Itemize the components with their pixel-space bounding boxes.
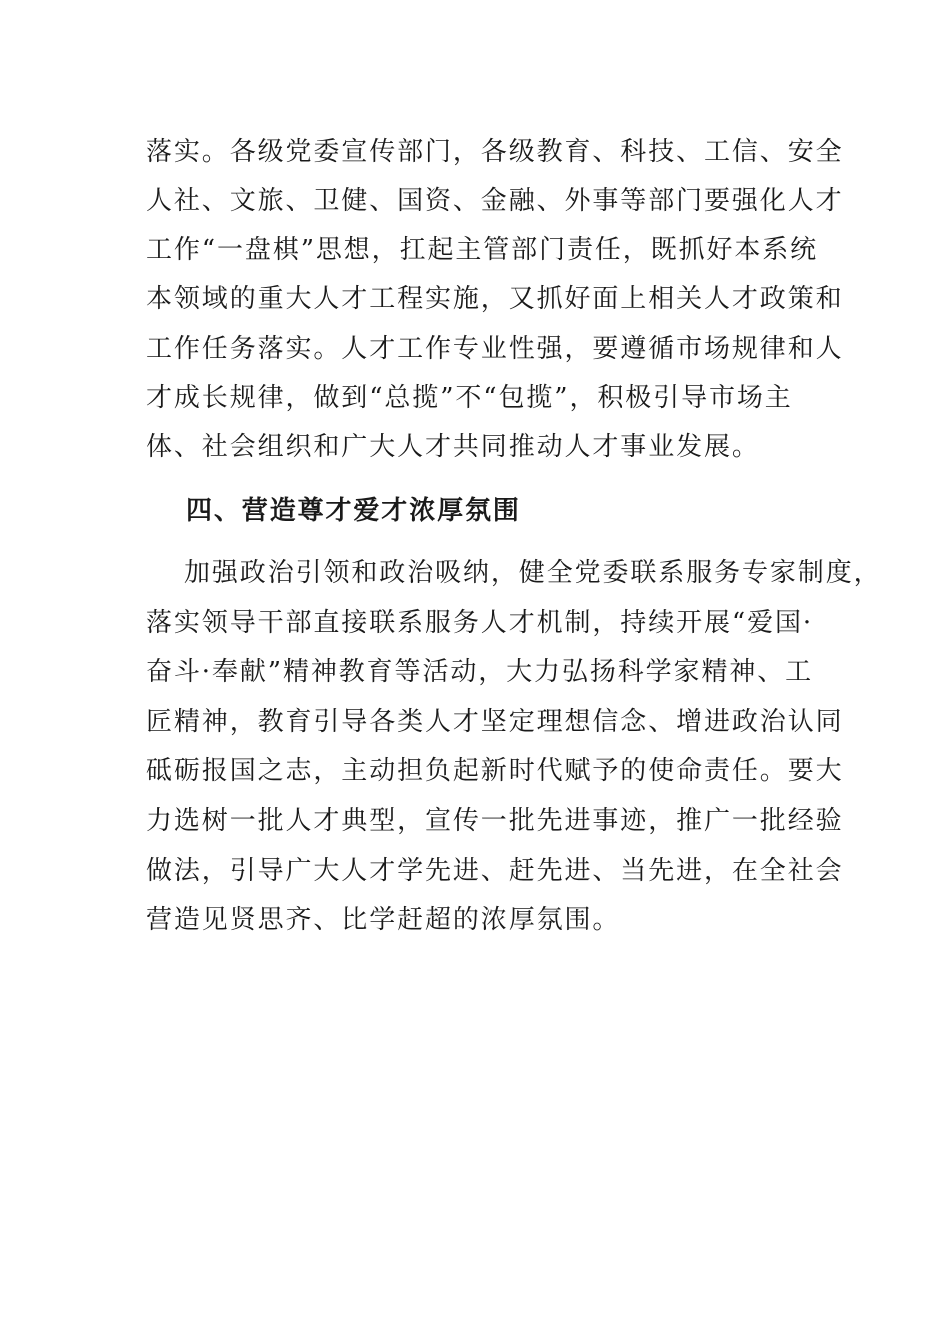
paragraph-1-line-1: 落实。各级党委宣传部门，各级教育、科技、工信、安全 — [146, 137, 844, 167]
paragraph-2-line-4: 匠精神，教育引导各类人才坚定理想信念、增进政治认同 — [146, 707, 844, 737]
paragraph-2-line-5: 砥砺报国之志，主动担负起新时代赋予的使命责任。要大 — [146, 756, 844, 786]
paragraph-1-line-5: 工作任务落实。人才工作专业性强，要遵循市场规律和人 — [146, 334, 844, 364]
paragraph-1-line-4: 本领域的重大人才工程实施，又抓好面上相关人才政策和 — [146, 284, 844, 314]
paragraph-2-line-8: 营造见贤思齐、比学赶超的浓厚氛围。 — [146, 905, 621, 935]
paragraph-1-line-2: 人社、文旅、卫健、国资、金融、外事等部门要强化人才 — [146, 186, 844, 216]
section-heading: 四、营造尊才爱才浓厚氛围 — [186, 496, 521, 526]
paragraph-1-line-6: 才成长规律，做到“总揽”不“包揽”，积极引导市场主 — [146, 383, 793, 413]
paragraph-1-line-7: 体、社会组织和广大人才共同推动人才事业发展。 — [146, 432, 760, 462]
paragraph-2-line-1: 加强政治引领和政治吸纳，健全党委联系服务专家制度， — [184, 558, 882, 588]
paragraph-2-line-2: 落实领导干部直接联系服务人才机制，持续开展“爱国· — [146, 608, 814, 638]
paragraph-1-line-3: 工作“一盘棋”思想，扛起主管部门责任，既抓好本系统 — [146, 235, 819, 265]
paragraph-2-line-7: 做法，引导广大人才学先进、赶先进、当先进，在全社会 — [146, 856, 844, 886]
paragraph-2-line-6: 力选树一批人才典型，宣传一批先进事迹，推广一批经验 — [146, 806, 844, 836]
paragraph-2-line-3: 奋斗·奉献”精神教育等活动，大力弘扬科学家精神、工 — [146, 657, 814, 687]
